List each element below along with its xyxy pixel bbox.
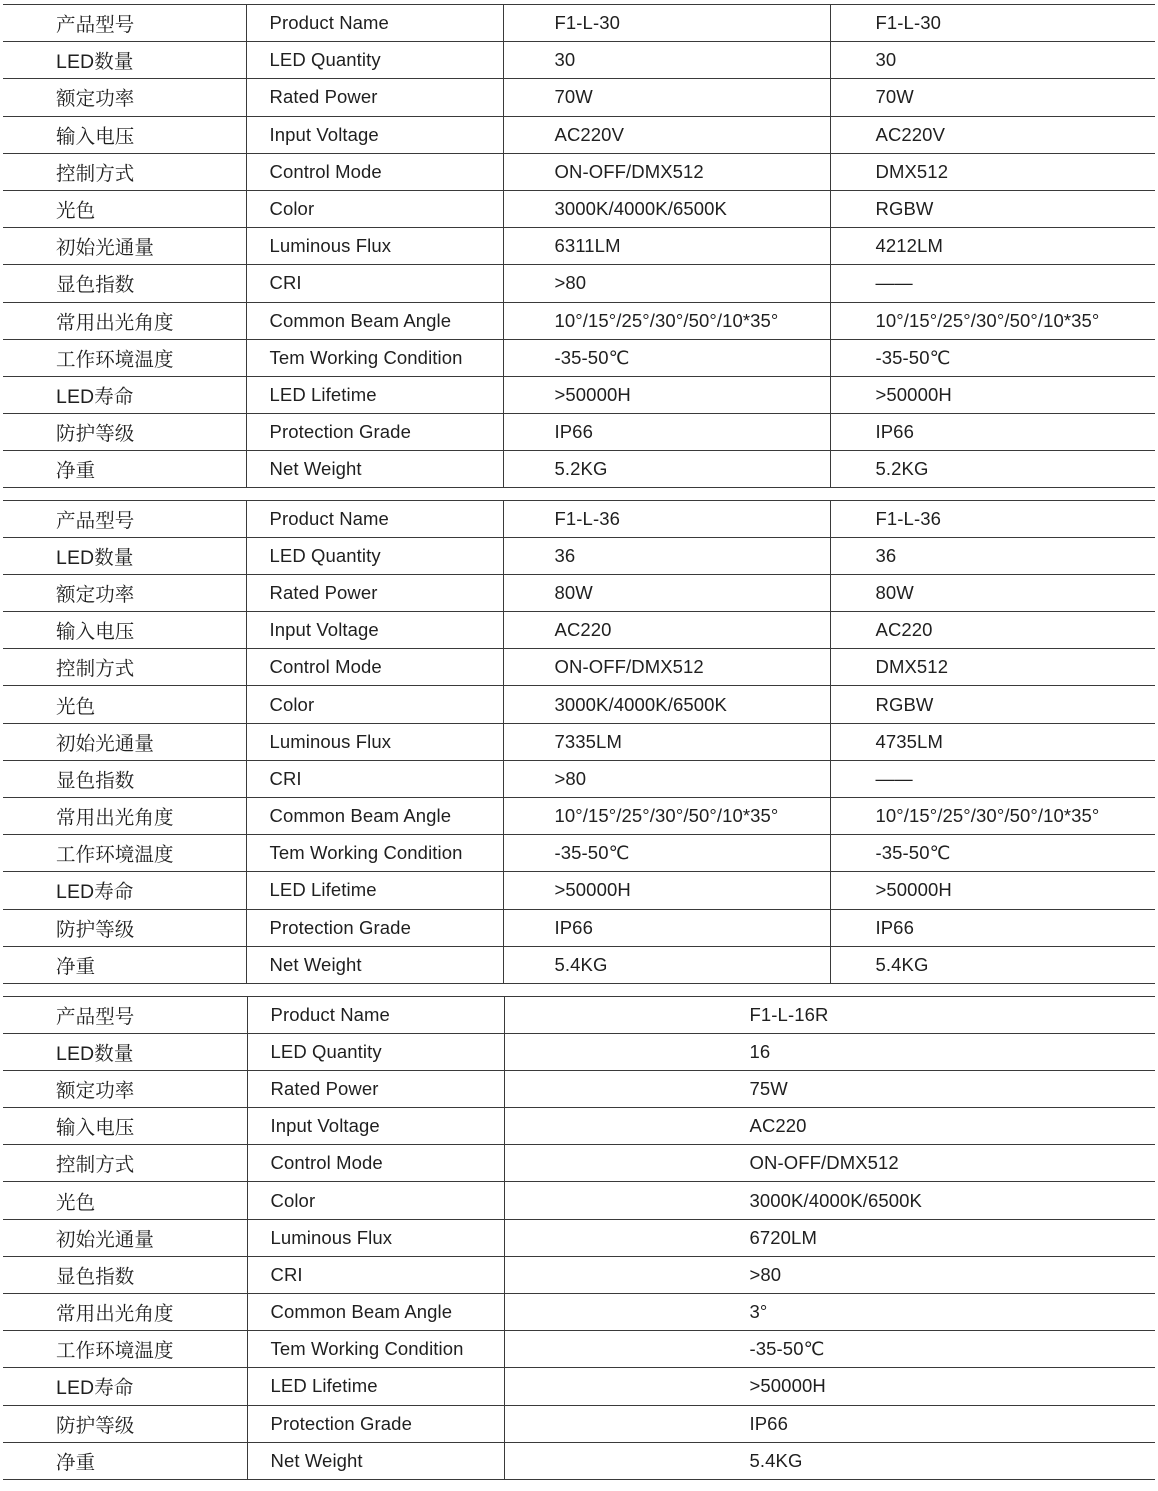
label-cn: 控制方式 <box>56 162 135 185</box>
value-model-a: F1-L-36 <box>503 501 830 537</box>
label-en: CRI <box>246 265 503 301</box>
value-model: 5.4KG <box>504 1443 1155 1479</box>
spec-row-luminous-flux <box>3 724 1155 761</box>
value-model-a: F1-L-30 <box>503 5 830 41</box>
label-cn: 常用出光角度 <box>56 311 174 334</box>
label-cn: 控制方式 <box>56 658 135 681</box>
label-en: Protection Grade <box>247 1406 504 1442</box>
value-model-a: 36 <box>503 538 830 574</box>
value-model-b: 10°/15°/25°/30°/50°/10*35° <box>830 798 1155 834</box>
value-model: >80 <box>504 1257 1155 1293</box>
label-cn: LED数量 <box>56 1042 134 1065</box>
value-model-b: RGBW <box>830 191 1155 227</box>
label-cn: 额定功率 <box>56 1079 135 1102</box>
label-en: LED Quantity <box>246 538 503 574</box>
label-cn: 显色指数 <box>56 1265 135 1288</box>
value-model-b: DMX512 <box>830 649 1155 685</box>
spec-row-control-mode <box>3 154 1155 191</box>
value-model-a: 3000K/4000K/6500K <box>503 686 830 722</box>
value-model-a: 10°/15°/25°/30°/50°/10*35° <box>503 303 830 339</box>
value-model-a: 3000K/4000K/6500K <box>503 191 830 227</box>
label-en: Color <box>246 686 503 722</box>
value-model-a: >50000H <box>503 377 830 413</box>
label-en: Net Weight <box>246 947 503 983</box>
value-model-a: -35-50℃ <box>503 340 830 376</box>
label-cn: 常用出光角度 <box>56 807 174 830</box>
value-model-b: —— <box>830 265 1155 301</box>
spec-row-protection-grade <box>3 910 1155 947</box>
value-model-a: 6311LM <box>503 228 830 264</box>
value-model-a: 7335LM <box>503 724 830 760</box>
value-model: 16 <box>504 1034 1155 1070</box>
spec-table-2 <box>3 500 1155 984</box>
value-model-a: 5.4KG <box>503 947 830 983</box>
label-en: Tem Working Condition <box>246 835 503 871</box>
value-model: F1-L-16R <box>504 997 1155 1033</box>
label-en: Common Beam Angle <box>246 798 503 834</box>
label-cn: LED数量 <box>56 51 134 74</box>
value-model-a: 30 <box>503 42 830 78</box>
spec-row-led-quantity <box>3 42 1155 79</box>
value-model-a: ON-OFF/DMX512 <box>503 154 830 190</box>
spec-row-cri <box>3 761 1155 798</box>
label-en: Control Mode <box>246 154 503 190</box>
label-en: Control Mode <box>246 649 503 685</box>
label-en: CRI <box>247 1257 504 1293</box>
label-en: Product Name <box>246 5 503 41</box>
value-model-a: >50000H <box>503 872 830 908</box>
spec-row-led-quantity <box>3 1034 1155 1071</box>
value-model: 6720LM <box>504 1220 1155 1256</box>
value-model: -35-50℃ <box>504 1331 1155 1367</box>
label-cn: 初始光通量 <box>56 237 155 260</box>
spec-row-beam-angle <box>3 798 1155 835</box>
label-en: Tem Working Condition <box>247 1331 504 1367</box>
spec-row-protection-grade <box>3 414 1155 451</box>
value-model: 75W <box>504 1071 1155 1107</box>
label-cn: LED寿命 <box>56 385 134 408</box>
label-cn: 净重 <box>56 955 96 978</box>
label-cn: 产品型号 <box>56 509 135 532</box>
value-model: 3000K/4000K/6500K <box>504 1182 1155 1218</box>
spec-row-color <box>3 1182 1155 1219</box>
label-cn: 光色 <box>56 1191 96 1214</box>
label-en: Input Voltage <box>246 612 503 648</box>
value-model-a: 70W <box>503 79 830 115</box>
spec-row-input-voltage <box>3 117 1155 154</box>
spec-row-color <box>3 686 1155 723</box>
label-cn: 防护等级 <box>56 918 135 941</box>
spec-row-input-voltage <box>3 1108 1155 1145</box>
label-cn: 工作环境温度 <box>56 844 174 867</box>
label-en: Input Voltage <box>247 1108 504 1144</box>
label-en: Net Weight <box>247 1443 504 1479</box>
value-model: >50000H <box>504 1368 1155 1404</box>
spec-table-3 <box>3 996 1155 1480</box>
spec-row-net-weight <box>3 1443 1155 1480</box>
label-en: Control Mode <box>247 1145 504 1181</box>
value-model-a: ON-OFF/DMX512 <box>503 649 830 685</box>
value-model-b: 10°/15°/25°/30°/50°/10*35° <box>830 303 1155 339</box>
value-model-a: IP66 <box>503 414 830 450</box>
label-cn: LED寿命 <box>56 881 134 904</box>
value-model-b: 36 <box>830 538 1155 574</box>
value-model-b: F1-L-36 <box>830 501 1155 537</box>
spec-row-cri <box>3 1257 1155 1294</box>
value-model: IP66 <box>504 1406 1155 1442</box>
label-en: Rated Power <box>246 79 503 115</box>
label-en: LED Quantity <box>246 42 503 78</box>
value-model-a: AC220 <box>503 612 830 648</box>
value-model-b: -35-50℃ <box>830 340 1155 376</box>
label-en: Product Name <box>247 997 504 1033</box>
label-cn: 初始光通量 <box>56 732 155 755</box>
value-model-a: 10°/15°/25°/30°/50°/10*35° <box>503 798 830 834</box>
label-cn: 防护等级 <box>56 1414 135 1437</box>
spec-row-working-temperature <box>3 340 1155 377</box>
label-en: Color <box>247 1182 504 1218</box>
label-cn: 产品型号 <box>56 14 135 37</box>
label-en: Luminous Flux <box>247 1220 504 1256</box>
value-model-b: >50000H <box>830 377 1155 413</box>
value-model-a: >80 <box>503 761 830 797</box>
spec-row-rated-power <box>3 575 1155 612</box>
label-en: Rated Power <box>246 575 503 611</box>
label-cn: 常用出光角度 <box>56 1303 174 1326</box>
value-model-a: -35-50℃ <box>503 835 830 871</box>
label-en: LED Lifetime <box>246 377 503 413</box>
label-en: Input Voltage <box>246 117 503 153</box>
spec-row-cri <box>3 265 1155 302</box>
label-cn: 初始光通量 <box>56 1228 155 1251</box>
spec-row-rated-power <box>3 79 1155 116</box>
label-en: Tem Working Condition <box>246 340 503 376</box>
label-en: Product Name <box>246 501 503 537</box>
spec-row-rated-power <box>3 1071 1155 1108</box>
value-model-a: >80 <box>503 265 830 301</box>
label-cn: 净重 <box>56 460 96 483</box>
spec-row-protection-grade <box>3 1406 1155 1443</box>
label-en: Luminous Flux <box>246 228 503 264</box>
value-model-b: 5.2KG <box>830 451 1155 487</box>
spec-row-led-lifetime <box>3 1368 1155 1405</box>
spec-row-led-quantity <box>3 538 1155 575</box>
spec-row-luminous-flux <box>3 228 1155 265</box>
spec-row-net-weight <box>3 451 1155 488</box>
label-en: Protection Grade <box>246 910 503 946</box>
label-en: LED Quantity <box>247 1034 504 1070</box>
value-model-b: 30 <box>830 42 1155 78</box>
spec-row-product-name <box>3 501 1155 538</box>
spec-row-working-temperature <box>3 1331 1155 1368</box>
value-model-b: F1-L-30 <box>830 5 1155 41</box>
label-cn: 控制方式 <box>56 1154 135 1177</box>
spec-row-led-lifetime <box>3 872 1155 909</box>
spec-row-input-voltage <box>3 612 1155 649</box>
label-cn: 光色 <box>56 695 96 718</box>
label-cn: LED寿命 <box>56 1377 134 1400</box>
label-en: Protection Grade <box>246 414 503 450</box>
label-cn: 显色指数 <box>56 769 135 792</box>
label-cn: 额定功率 <box>56 583 135 606</box>
spec-row-control-mode <box>3 1145 1155 1182</box>
label-cn: 防护等级 <box>56 423 135 446</box>
label-en: Common Beam Angle <box>246 303 503 339</box>
spec-row-beam-angle <box>3 1294 1155 1331</box>
value-model-b: 4212LM <box>830 228 1155 264</box>
value-model-b: AC220 <box>830 612 1155 648</box>
label-en: Rated Power <box>247 1071 504 1107</box>
label-cn: 净重 <box>56 1451 96 1474</box>
value-model-b: DMX512 <box>830 154 1155 190</box>
value-model-a: 80W <box>503 575 830 611</box>
spec-row-working-temperature <box>3 835 1155 872</box>
value-model-b: 80W <box>830 575 1155 611</box>
value-model-b: RGBW <box>830 686 1155 722</box>
label-cn: 产品型号 <box>56 1005 135 1028</box>
label-cn: LED数量 <box>56 546 134 569</box>
value-model: AC220 <box>504 1108 1155 1144</box>
value-model-b: IP66 <box>830 910 1155 946</box>
value-model-a: 5.2KG <box>503 451 830 487</box>
label-cn: 工作环境温度 <box>56 348 174 371</box>
value-model-a: AC220V <box>503 117 830 153</box>
label-en: Luminous Flux <box>246 724 503 760</box>
value-model-b: 5.4KG <box>830 947 1155 983</box>
value-model: 3° <box>504 1294 1155 1330</box>
spec-table-1 <box>3 4 1155 488</box>
spec-row-led-lifetime <box>3 377 1155 414</box>
spec-row-product-name <box>3 997 1155 1034</box>
value-model: ON-OFF/DMX512 <box>504 1145 1155 1181</box>
label-cn: 输入电压 <box>56 621 135 644</box>
label-en: LED Lifetime <box>246 872 503 908</box>
label-cn: 显色指数 <box>56 274 135 297</box>
label-en: Net Weight <box>246 451 503 487</box>
value-model-a: IP66 <box>503 910 830 946</box>
spec-row-product-name <box>3 5 1155 42</box>
value-model-b: 70W <box>830 79 1155 115</box>
spec-row-control-mode <box>3 649 1155 686</box>
spec-row-luminous-flux <box>3 1220 1155 1257</box>
value-model-b: AC220V <box>830 117 1155 153</box>
label-cn: 额定功率 <box>56 88 135 111</box>
label-cn: 输入电压 <box>56 125 135 148</box>
label-cn: 工作环境温度 <box>56 1340 174 1363</box>
value-model-b: >50000H <box>830 872 1155 908</box>
value-model-b: IP66 <box>830 414 1155 450</box>
spec-row-beam-angle <box>3 303 1155 340</box>
label-cn: 光色 <box>56 200 96 223</box>
label-en: CRI <box>246 761 503 797</box>
value-model-b: 4735LM <box>830 724 1155 760</box>
label-en: LED Lifetime <box>247 1368 504 1404</box>
label-en: Color <box>246 191 503 227</box>
value-model-b: —— <box>830 761 1155 797</box>
spec-row-color <box>3 191 1155 228</box>
spec-row-net-weight <box>3 947 1155 984</box>
label-cn: 输入电压 <box>56 1117 135 1140</box>
value-model-b: -35-50℃ <box>830 835 1155 871</box>
label-en: Common Beam Angle <box>247 1294 504 1330</box>
